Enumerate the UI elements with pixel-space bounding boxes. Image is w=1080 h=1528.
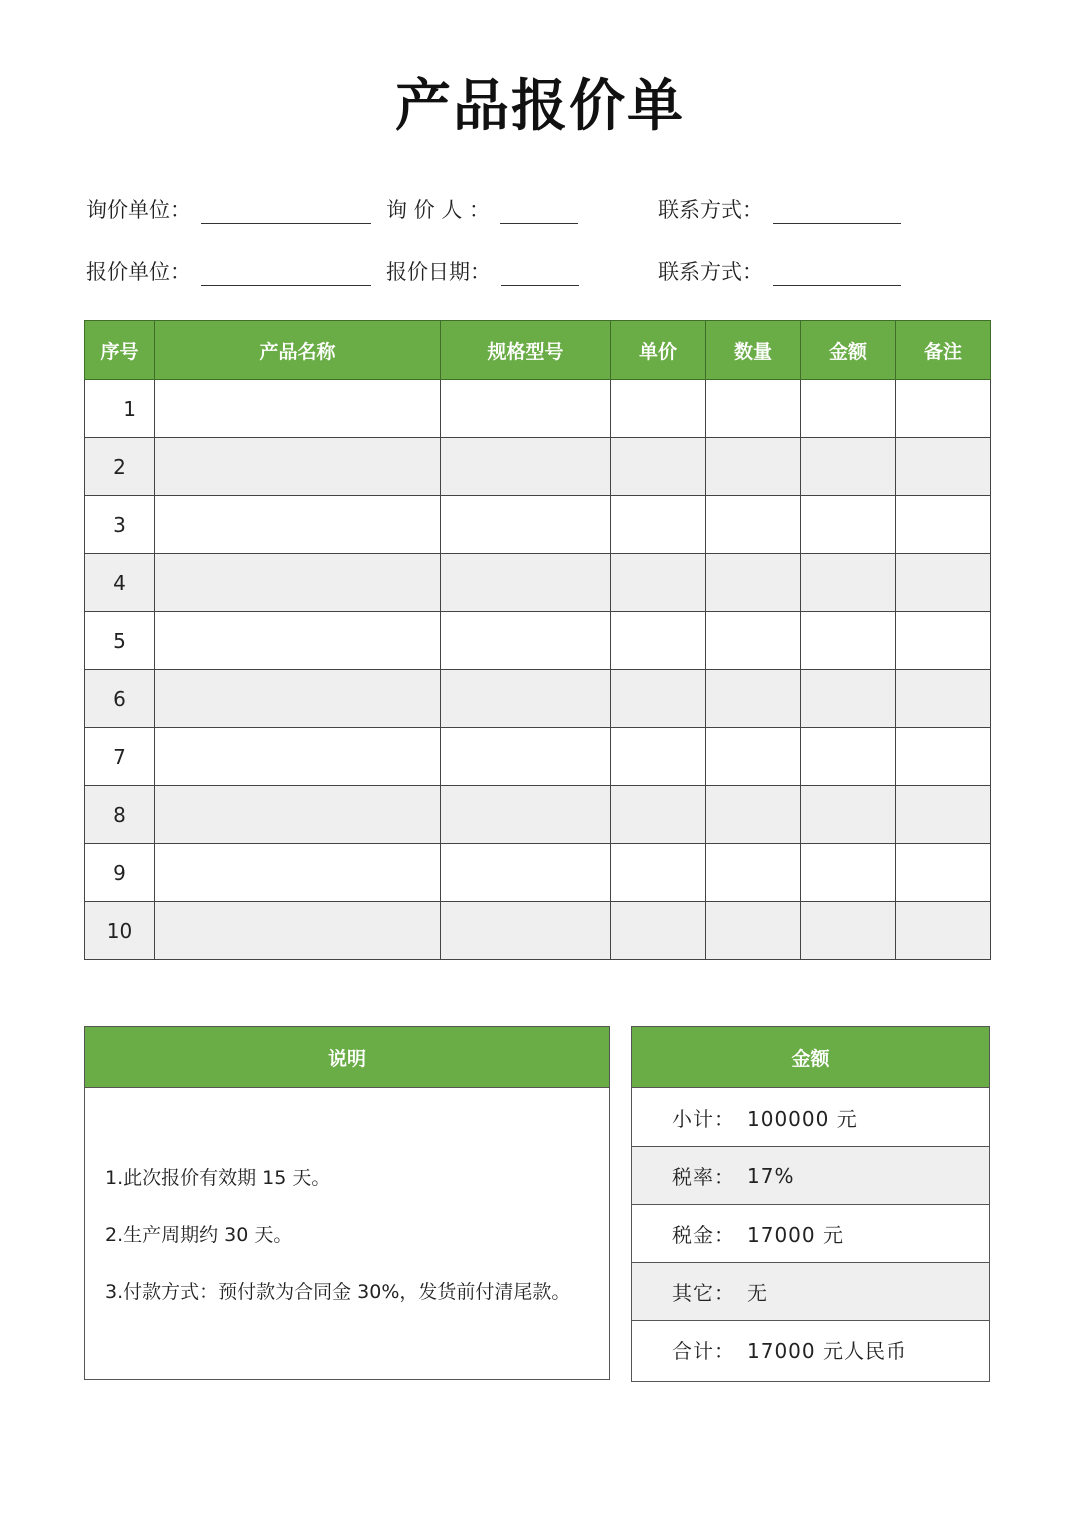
total-row	[632, 1320, 989, 1378]
cell-product-name[interactable]	[155, 380, 441, 438]
cell-unit-price[interactable]	[611, 670, 706, 728]
tax-amount-row	[632, 1204, 989, 1262]
cell-spec-model[interactable]	[441, 380, 611, 438]
cell-spec-model[interactable]	[441, 728, 611, 786]
product-table	[84, 320, 991, 960]
cell-product-name[interactable]	[155, 902, 441, 960]
subtotal-value: 100000 元	[747, 1106, 858, 1131]
cell-spec-model[interactable]	[441, 902, 611, 960]
tax-rate-value: 17%	[747, 1163, 795, 1188]
total-label: 合计：	[672, 1339, 735, 1363]
cell-product-name[interactable]	[155, 554, 441, 612]
table-row	[85, 554, 991, 612]
cell-quantity[interactable]	[706, 786, 801, 844]
cell-remark[interactable]	[896, 496, 991, 554]
cell-amount[interactable]	[801, 496, 896, 554]
notes-header: 说明	[85, 1027, 609, 1088]
cell-unit-price[interactable]	[611, 380, 706, 438]
cell-amount[interactable]	[801, 728, 896, 786]
inquiry-unit-field[interactable]	[86, 190, 371, 224]
note-validity: 1.此次报价有效期 15 天。	[105, 1167, 331, 1189]
inquiry-contact-field[interactable]	[658, 190, 901, 224]
row-index: 4	[85, 554, 155, 612]
cell-unit-price[interactable]	[611, 728, 706, 786]
inquirer-blank[interactable]	[500, 197, 578, 224]
row-index: 10	[85, 902, 155, 960]
table-row	[85, 670, 991, 728]
cell-spec-model[interactable]	[441, 612, 611, 670]
cell-unit-price[interactable]	[611, 496, 706, 554]
row-index: 9	[85, 844, 155, 902]
cell-unit-price[interactable]	[611, 902, 706, 960]
cell-amount[interactable]	[801, 670, 896, 728]
inquiry-contact-label: 联系方式：	[658, 198, 763, 222]
header-index: 序号	[85, 321, 155, 380]
table-row	[85, 380, 991, 438]
cell-amount[interactable]	[801, 438, 896, 496]
amount-panel	[631, 1026, 990, 1382]
page-title: 产品报价单	[395, 74, 685, 139]
cell-remark[interactable]	[896, 902, 991, 960]
table-row	[85, 902, 991, 960]
quote-date-blank[interactable]	[501, 259, 579, 286]
note-payment-terms: 3.付款方式：预付款为合同金 30%，发货前付清尾款。	[105, 1281, 571, 1303]
inquiry-unit-blank[interactable]	[201, 197, 371, 224]
subtotal-row	[632, 1088, 989, 1146]
quote-unit-blank[interactable]	[201, 259, 371, 286]
cell-quantity[interactable]	[706, 670, 801, 728]
cell-amount[interactable]	[801, 612, 896, 670]
table-row	[85, 786, 991, 844]
quote-date-field[interactable]	[386, 252, 579, 286]
cell-spec-model[interactable]	[441, 554, 611, 612]
table-row	[85, 728, 991, 786]
row-index: 6	[85, 670, 155, 728]
inquiry-unit-label: 询价单位：	[86, 198, 191, 222]
cell-unit-price[interactable]	[611, 438, 706, 496]
cell-remark[interactable]	[896, 612, 991, 670]
table-row	[85, 496, 991, 554]
header-remark: 备注	[896, 321, 991, 380]
cell-remark[interactable]	[896, 380, 991, 438]
cell-spec-model[interactable]	[441, 786, 611, 844]
other-label: 其它：	[672, 1281, 735, 1305]
inquirer-label: 询 价 人 ：	[386, 198, 491, 222]
cell-amount[interactable]	[801, 844, 896, 902]
notes-panel	[84, 1026, 610, 1380]
quote-contact-label: 联系方式：	[658, 260, 763, 284]
subtotal-label: 小计：	[672, 1106, 735, 1131]
table-row	[85, 438, 991, 496]
cell-unit-price[interactable]	[611, 844, 706, 902]
cell-quantity[interactable]	[706, 438, 801, 496]
quote-contact-field[interactable]	[658, 252, 901, 286]
table-header-row	[85, 321, 991, 380]
other-value: 无	[747, 1281, 768, 1305]
quote-unit-field[interactable]	[86, 252, 371, 286]
quote-contact-blank[interactable]	[773, 259, 901, 286]
other-row	[632, 1262, 989, 1320]
cell-unit-price[interactable]	[611, 786, 706, 844]
cell-remark[interactable]	[896, 554, 991, 612]
row-index: 3	[85, 496, 155, 554]
row-index: 5	[85, 612, 155, 670]
cell-quantity[interactable]	[706, 496, 801, 554]
tax-amount-label: 税金：	[672, 1223, 735, 1247]
cell-product-name[interactable]	[155, 844, 441, 902]
row-index: 2	[85, 438, 155, 496]
cell-remark[interactable]	[896, 844, 991, 902]
cell-remark[interactable]	[896, 728, 991, 786]
inquiry-info-row	[0, 190, 1080, 230]
notes-list	[105, 1163, 570, 1334]
cell-quantity[interactable]	[706, 380, 801, 438]
total-value: 17000 元人民币	[747, 1339, 907, 1363]
quote-date-label: 报价日期：	[386, 260, 491, 284]
row-index: 7	[85, 728, 155, 786]
cell-remark[interactable]	[896, 670, 991, 728]
header-product-name: 产品名称	[155, 321, 441, 380]
cell-quantity[interactable]	[706, 728, 801, 786]
cell-quantity[interactable]	[706, 554, 801, 612]
cell-quantity[interactable]	[706, 902, 801, 960]
cell-product-name[interactable]	[155, 612, 441, 670]
amount-header: 金额	[632, 1027, 989, 1088]
header-unit-price: 单价	[611, 321, 706, 380]
cell-product-name[interactable]	[155, 786, 441, 844]
cell-product-name[interactable]	[155, 670, 441, 728]
header-amount: 金额	[801, 321, 896, 380]
cell-quantity[interactable]	[706, 844, 801, 902]
row-index: 1	[85, 380, 155, 438]
cell-spec-model[interactable]	[441, 496, 611, 554]
cell-amount[interactable]	[801, 902, 896, 960]
table-row	[85, 844, 991, 902]
quote-unit-label: 报价单位：	[86, 260, 191, 284]
quote-info-row	[0, 252, 1080, 292]
cell-amount[interactable]	[801, 380, 896, 438]
cell-spec-model[interactable]	[441, 438, 611, 496]
header-spec-model: 规格型号	[441, 321, 611, 380]
cell-quantity[interactable]	[706, 612, 801, 670]
tax-amount-value: 17000 元	[747, 1223, 844, 1247]
cell-spec-model[interactable]	[441, 670, 611, 728]
cell-remark[interactable]	[896, 786, 991, 844]
cell-product-name[interactable]	[155, 728, 441, 786]
header-quantity: 数量	[706, 321, 801, 380]
row-index: 8	[85, 786, 155, 844]
cell-remark[interactable]	[896, 438, 991, 496]
cell-spec-model[interactable]	[441, 844, 611, 902]
cell-product-name[interactable]	[155, 496, 441, 554]
cell-unit-price[interactable]	[611, 612, 706, 670]
cell-amount[interactable]	[801, 786, 896, 844]
table-row	[85, 612, 991, 670]
cell-amount[interactable]	[801, 554, 896, 612]
cell-unit-price[interactable]	[611, 554, 706, 612]
tax-rate-label: 税率：	[672, 1165, 735, 1189]
cell-product-name[interactable]	[155, 438, 441, 496]
tax-rate-row	[632, 1146, 989, 1204]
inquiry-contact-blank[interactable]	[773, 197, 901, 224]
inquirer-field[interactable]	[386, 190, 578, 224]
note-production-cycle: 2.生产周期约 30 天。	[105, 1224, 293, 1246]
